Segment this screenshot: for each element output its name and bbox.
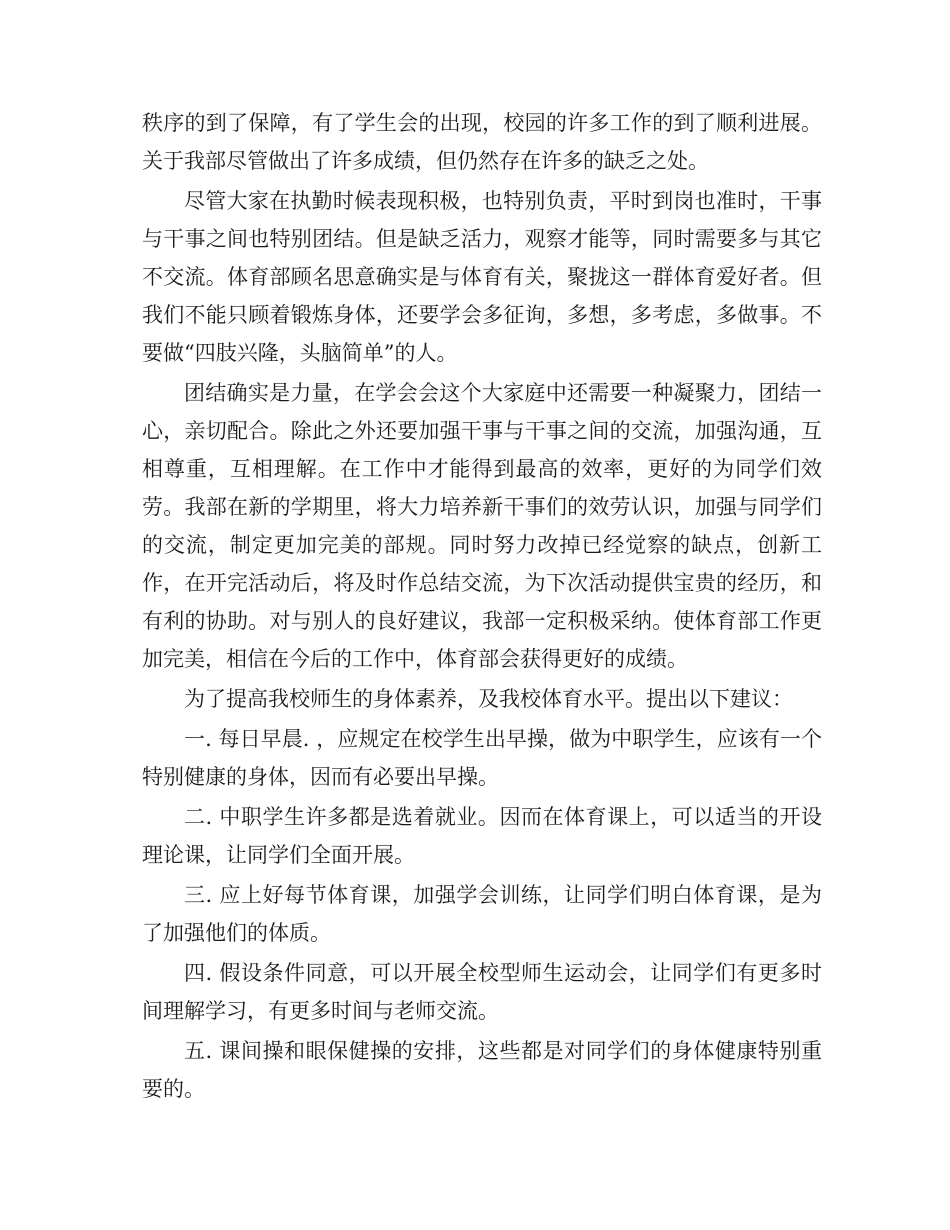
suggestion-item-5: 五. 课间操和眼保健操的安排，这些都是对同学们的身体健康特别重要的。 <box>142 1039 822 1101</box>
suggestion-item-3: 三. 应上好每节体育课，加强学会训练，让同学们明白体育课，是为了加强他们的体质。 <box>142 883 822 945</box>
suggestion-item-4: 四. 假设条件同意，可以开展全校型师生运动会，让同学们有更多时间理解学习，有更多时间与老师交流。 <box>142 961 822 1023</box>
suggestion-item-1: 一. 每日早晨. ，应规定在校学生出早操，做为中职学生，应该有一个特别健康的身体，因而有必要出早操。 <box>142 727 822 789</box>
suggestion-item-2: 二. 中职学生许多都是选着就业。因而在体育课上，可以适当的开设理论课，让同学们全面开展。 <box>142 805 822 867</box>
paragraph-continuation: 秩序的到了保障，有了学生会的出现，校园的许多工作的到了顺利进展。关于我部尽管做出了许多成绩，但仍然存在许多的缺乏之处。 <box>142 111 822 173</box>
paragraph-unity: 团结确实是力量，在学会会这个大家庭中还需要一种凝聚力，团结一心，亲切配合。除此之外还要加强干事与干事之间的交流，加强沟通，互相尊重，互相理解。在工作中才能得到最高的效率，更好的为同学们效劳。我部在新的学期里，将大力培养新干事们的效劳认识，加强与同学们的交流，制定更加完美的部规。同时努力改掉已经觉察的缺点，创新工作，在开完活动后，将及时作总结交流，为下次活动提供宝贵的经历，和有利的协助。对与别人的良好建议，我部一定积极采纳。使体育部工作更加完美，相信在今后的工作中，体育部会获得更好的成绩。 <box>142 381 822 671</box>
paragraph-suggestions-intro: 为了提高我校师生的身体素养，及我校体育水平。提出以下建议： <box>184 687 793 711</box>
document-body <box>142 104 822 1108</box>
paragraph-duty-performance: 尽管大家在执勤时候表现积极，也特别负责，平时到岗也准时，干事与干事之间也特别团结。但是缺乏活力，观察才能等，同时需要多与其它不交流。体育部顾名思意确实是与体育有关，聚拢这一群体育爱好者。但我们不能只顾着锻炼身体，还要学会多征询，多想，多考虑，多做事。不要做“四肢兴隆，头脑简单”的人。 <box>142 189 822 365</box>
